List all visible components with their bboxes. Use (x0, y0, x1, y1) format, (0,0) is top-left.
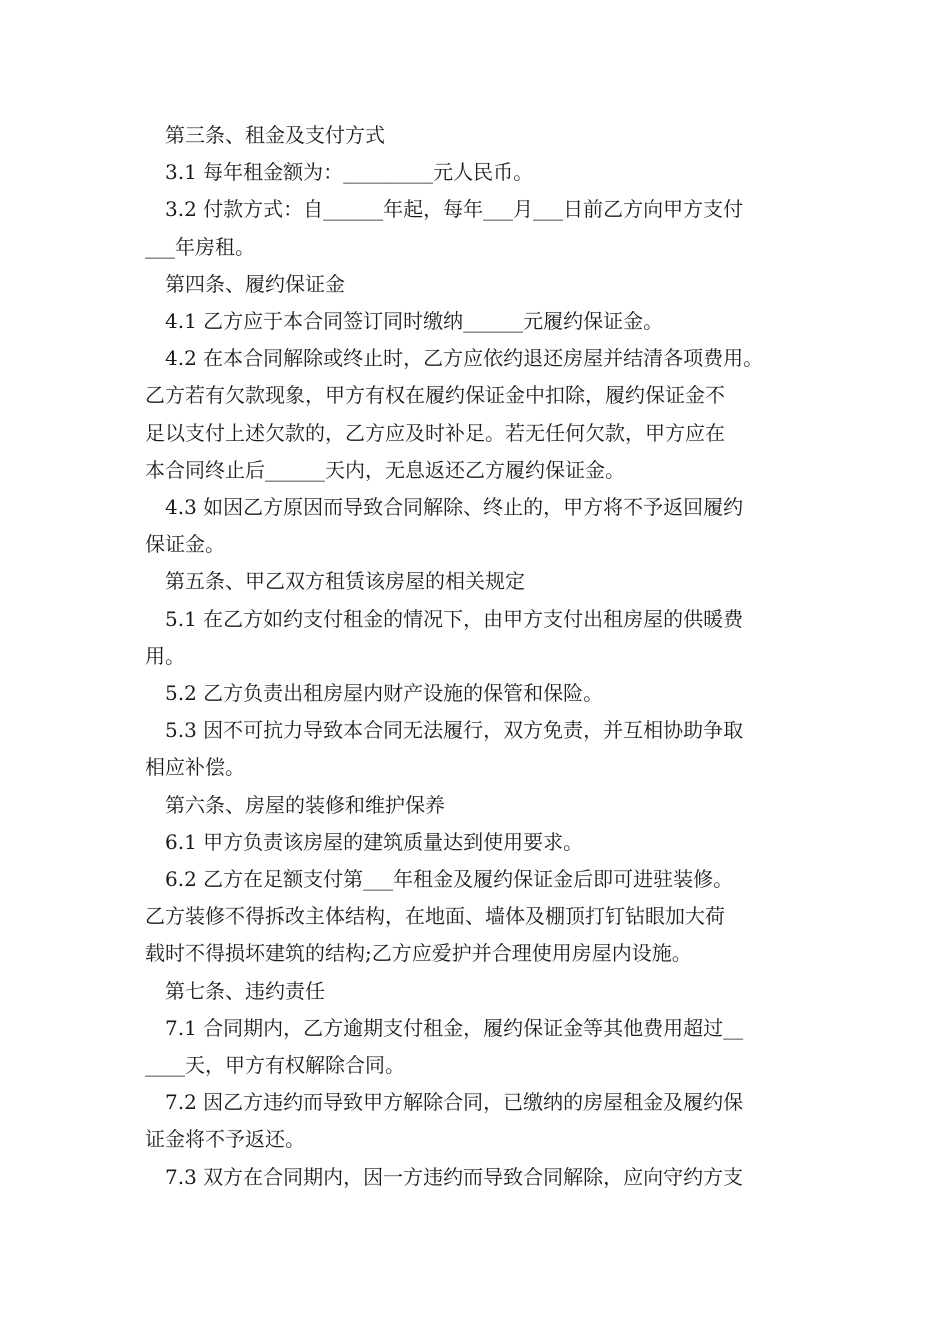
clause-4-2-cont-2: 足以支付上述欠款的，乙方应及时补足。若无任何欠款，甲方应在 (145, 420, 725, 445)
clause-6-2: 6.2 乙方在足额支付第___年租金及履约保证金后即可进驻装修。 (165, 867, 734, 892)
clause-5-2: 5.2 乙方负责出租房屋内财产设施的保管和保险。 (165, 681, 604, 706)
clause-4-3-cont: 保证金。 (145, 532, 225, 557)
clause-4-2-cont-1: 乙方若有欠款现象，甲方有权在履约保证金中扣除，履约保证金不 (145, 383, 725, 408)
clause-4-3: 4.3 如因乙方原因而导致合同解除、终止的，甲方将不予返回履约 (165, 495, 744, 520)
heading-article-5: 第五条、甲乙双方租赁该房屋的相关规定 (165, 569, 525, 594)
document-body (145, 117, 810, 1196)
heading-article-4: 第四条、履约保证金 (165, 271, 345, 296)
clause-6-2-cont-2: 载时不得损坏建筑的结构;乙方应爱护并合理使用房屋内设施。 (145, 941, 692, 966)
clause-7-2-cont: 证金将不予返还。 (145, 1127, 305, 1152)
heading-article-3: 第三条、租金及支付方式 (165, 123, 385, 147)
clause-6-1: 6.1 甲方负责该房屋的建筑质量达到使用要求。 (165, 829, 584, 854)
clause-5-1-cont: 用。 (145, 643, 185, 668)
clause-6-2-cont-1: 乙方装修不得拆改主体结构，在地面、墙体及棚顶打钉钻眼加大荷 (145, 904, 725, 929)
clause-7-2: 7.2 因乙方违约而导致甲方解除合同，已缴纳的房屋租金及履约保 (165, 1090, 744, 1115)
clause-7-1-cont: ____天，甲方有权解除合同。 (145, 1053, 405, 1078)
clause-5-3-cont: 相应补偿。 (145, 755, 245, 780)
clause-5-1: 5.1 在乙方如约支付租金的情况下，由甲方支付出租房屋的供暖费 (165, 606, 744, 631)
clause-4-2: 4.2 在本合同解除或终止时，乙方应依约退还房屋并结清各项费用。 (165, 346, 764, 371)
clause-5-3: 5.3 因不可抗力导致本合同无法履行，双方免责，并互相协助争取 (165, 718, 744, 743)
clause-4-2-cont-3: 本合同终止后______天内，无息返还乙方履约保证金。 (145, 457, 625, 482)
clause-4-1: 4.1 乙方应于本合同签订同时缴纳______元履约保证金。 (165, 309, 664, 334)
heading-article-7: 第七条、违约责任 (165, 978, 325, 1003)
clause-7-3: 7.3 双方在合同期内，因一方违约而导致合同解除，应向守约方支 (165, 1164, 744, 1189)
clause-7-1: 7.1 合同期内，乙方逾期支付租金，履约保证金等其他费用超过__ (165, 1015, 744, 1040)
heading-article-6: 第六条、房屋的装修和维护保养 (165, 792, 445, 817)
clause-3-2-cont: ___年房租。 (145, 234, 255, 259)
clause-3-1: 3.1 每年租金额为：_________元人民币。 (165, 160, 534, 185)
clause-3-2: 3.2 付款方式：自______年起，每年___月___日前乙方向甲方支付 (165, 197, 744, 222)
